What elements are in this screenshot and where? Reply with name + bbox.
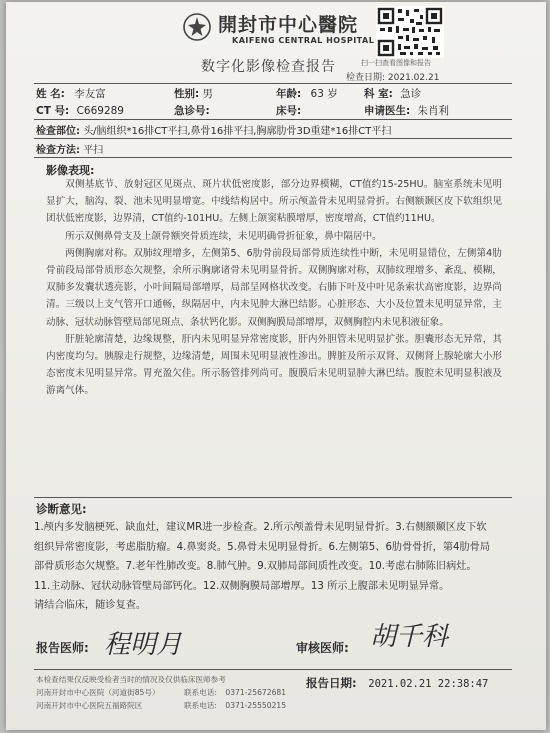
patient-gender [174,86,213,101]
gender-label: 性别: [174,88,200,100]
patient-doctor [364,103,449,118]
report-title: 数字化影像检查报告 [201,59,336,75]
divider [34,138,512,139]
report-doctor-signature: 程明月 [104,630,183,660]
category-value: 急诊 [400,88,422,100]
divider [34,157,512,158]
doctor-value: 朱肖利 [417,105,450,117]
gender-value: 男 [202,88,214,100]
report-sheet [6,2,546,730]
review-doctor-signature: 胡千科 [370,622,449,652]
category-label: 科 室: [364,88,393,100]
qr-caption: 扫一扫查看图像和报告 [361,59,431,67]
divider [34,497,512,498]
exam-site-value: 头/脑组织*16排CT平扫,鼻骨16排平扫,胸廓肋骨3D重建*16排CT平扫 [83,126,392,137]
diagnosis-text: 1.颅内多发脑梗死、缺血灶，建议MR进一步检查。2.所示颅盖骨未见明显骨折。3.右侧额颞区皮下软组织异常密度影，考虑脂肪瘤。4.鼻窦炎。5.鼻骨未见明显骨折。6.左侧第5、6肋骨骨折，第4肋骨局部骨质形态欠规整。7.老年性肺改变。8.肺气肿。9.双肺局部间质性改变。10.考虑右肺陈旧病灶。11.主动脉、冠状动脉管壁局部钙化。12.双侧胸膜局部增厚。13 所示上腹部未见明显异常。 [34,522,491,592]
patient-name [36,86,106,101]
hospital-name-en: KAIFENG CENTRAL HOSPITAL [232,36,375,45]
findings-body [46,176,502,400]
phone-1-label: 联系电话: [184,688,217,697]
findings-paragraph: 肝脏轮廓清楚，边缘规整，肝内未见明显异常密度影，肝内外胆管未见明显扩张。胆囊形态无异常，其内密度均匀。胰腺走行规整，边缘清楚，周围未见明显液性渗出。脾脏及所示双肾、双侧肾上腺轮廓大小形态密度未见明显异常。胃充盈欠佳。所示肠管排列尚可。腹膜后未见明显肿大淋巴结。腹腔未见明显积液及游离气体。 [46,333,502,397]
doctor-label: 申请医生: [364,105,411,117]
footer-note: 本检查结果仅反映受检者当时的情况及仅供临床医师参考 [36,675,226,684]
patient-bed-no [276,103,301,118]
name-value: 李友富 [74,88,106,100]
patient-age [276,86,338,101]
divider [34,119,512,120]
age-value: 63 岁 [310,88,338,100]
review-doctor-label: 审核医师: [296,641,349,655]
bed-label: 床号: [276,105,302,117]
ct-value: C669289 [76,105,124,117]
phone-2-label: 联系电话: [184,701,217,710]
phone-1-value: 0371-25672681 [225,688,287,697]
findings-paragraph: 两侧胸廓对称。双肺纹理增多，左侧第5、6肋骨前段局部骨质连续性中断，未见明显错位，左侧第4肋骨前段局部骨质形态欠规整，余所示胸廓诸骨未见明显骨折。双侧胸廓对称，双肺纹理增多、紊乱、模糊，双肺多发囊状透亮影，小叶间隔局部增厚，局部呈网格状改变。右肺下叶及中叶见条索状高密度影，边界尚清。三级以上支气管开口通畅，纵隔居中，内未见肿大淋巴结影。心脏形态、大小及位置未见明显异常，主动脉、冠状动脉管壁局部见斑点、条状钙化影。双侧胸膜局部增厚，双侧胸腔内未见积液征象。 [46,247,502,328]
findings-paragraph: 双侧基底节、放射冠区见斑点、斑片状低密度影，部分边界模糊，CT值约15-25HU。脑室系统未见明显扩大，脑沟、裂、池未见明显增宽。中线结构居中。所示颅盖骨未见明显骨折。右侧额颞区皮下软组织见团状低密度影，边界清，CT值约-101HU。左侧上颌窦粘膜增厚，密度增高，CT值约11HU。 [46,179,502,225]
footer-phone-1 [184,687,286,698]
qr-code-icon[interactable] [376,6,444,58]
footer-branch-2: 河南开封市中心医院五福路院区 [36,701,143,710]
report-date [306,675,488,691]
exam-method-label: 检查方法: [36,145,80,156]
patient-category [364,86,421,101]
ct-label: CT 号: [36,105,70,117]
footer-phone-2 [184,700,286,711]
findings-paragraph: 所示双侧鼻骨支及上颌骨额突骨质连续，未见明确骨折征象，鼻中隔居中。 [65,230,382,242]
report-doctor-label: 报告医师: [36,641,89,655]
divider [34,83,512,84]
hospital-name-cn: 開封市中心醫院 [218,14,359,36]
exam-method [36,141,103,156]
name-label: 姓 名: [36,88,65,100]
check-date-value: 2021.02.21 [387,73,440,83]
age-label: 年龄: [276,88,302,100]
findings-label: 影像表现: [46,164,95,177]
exam-method-value: 平扫 [83,145,104,156]
diagnosis-label: 诊断意见: [36,502,87,516]
divider [34,669,512,670]
patient-reg-no [174,103,210,118]
check-date-label: 检查日期: [346,73,386,83]
exam-site [36,122,391,137]
report-date-label: 报告日期: [306,676,357,690]
footer-branch-1: 河南开封市中心医院（河道街85号） [36,688,160,697]
exam-site-label: 检查部位: [36,126,80,137]
diagnosis-closing: 请结合临床，随诊复查。 [34,600,147,611]
patient-ct-no [36,103,124,118]
report-date-value: 2021.02.21 22:38:47 [368,678,489,690]
reg-label: 急诊号: [174,105,210,117]
phone-2-value: 0371-25550215 [225,701,287,710]
diagnosis-body [34,518,492,616]
hospital-logo-icon [182,12,212,42]
check-date [346,70,439,83]
